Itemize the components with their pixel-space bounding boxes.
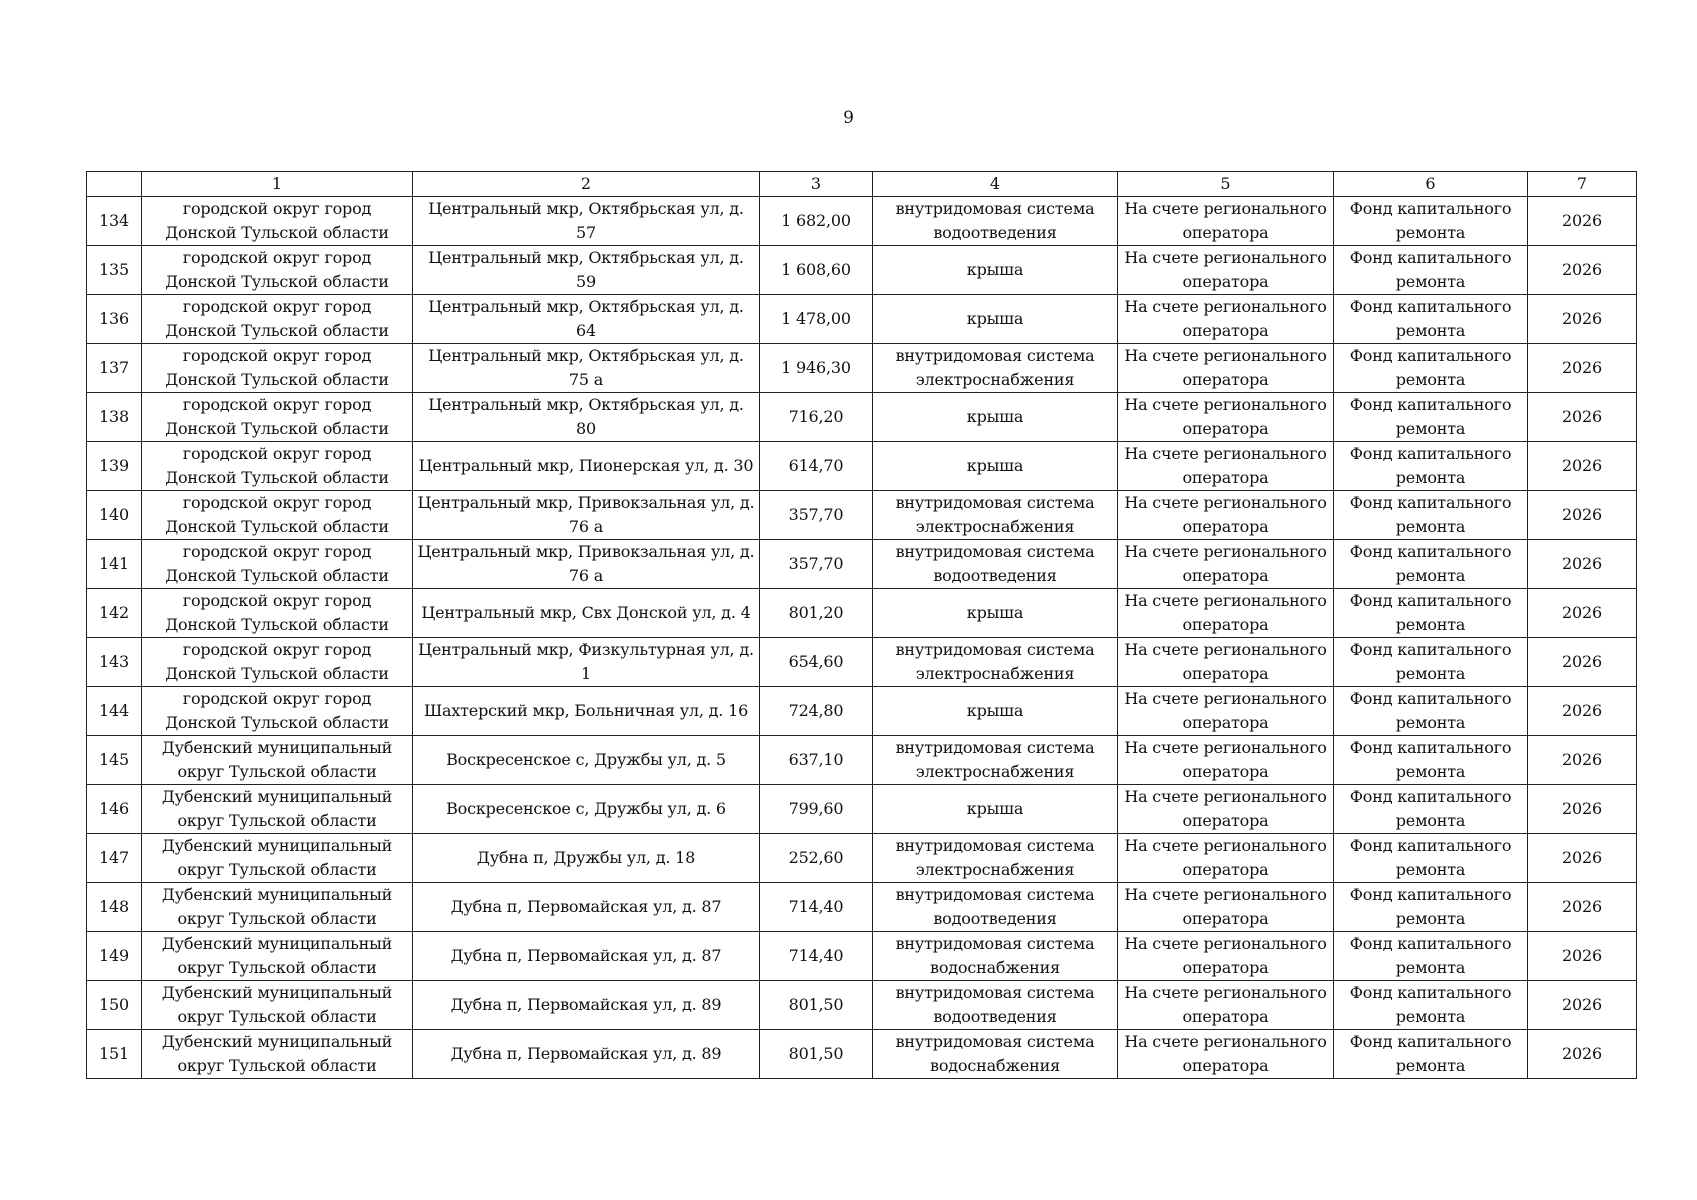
repair-element-cell: внутридомовая система водоснабжения	[873, 932, 1118, 981]
area-cell: 714,40	[760, 883, 873, 932]
row-number: 142	[87, 589, 142, 638]
repair-element-cell: крыша	[873, 589, 1118, 638]
municipality-cell: Дубенский муниципальный округ Тульской области	[142, 736, 413, 785]
fund-location-cell: На счете регионального оператора	[1118, 932, 1334, 981]
municipality-cell: городской округ город Донской Тульской области	[142, 295, 413, 344]
year-cell: 2026	[1528, 589, 1637, 638]
municipality-cell: городской округ город Донской Тульской области	[142, 687, 413, 736]
year-cell: 2026	[1528, 344, 1637, 393]
year-cell: 2026	[1528, 442, 1637, 491]
funding-source-cell: Фонд капитального ремонта	[1334, 589, 1528, 638]
fund-location-cell: На счете регионального оператора	[1118, 638, 1334, 687]
row-number: 150	[87, 981, 142, 1030]
table-row	[87, 785, 1637, 834]
repair-element-cell: внутридомовая система водоотведения	[873, 540, 1118, 589]
funding-source-cell: Фонд капитального ремонта	[1334, 491, 1528, 540]
column-header-index	[87, 172, 142, 197]
address-cell: Воскресенское с, Дружбы ул, д. 6	[413, 785, 760, 834]
repair-element-cell: крыша	[873, 295, 1118, 344]
fund-location-cell: На счете регионального оператора	[1118, 393, 1334, 442]
row-number: 141	[87, 540, 142, 589]
repair-element-cell: крыша	[873, 687, 1118, 736]
municipality-cell: городской округ город Донской Тульской области	[142, 197, 413, 246]
municipality-cell: городской округ город Донской Тульской области	[142, 393, 413, 442]
repair-element-cell: внутридомовая система электроснабжения	[873, 638, 1118, 687]
repair-element-cell: крыша	[873, 442, 1118, 491]
row-number: 134	[87, 197, 142, 246]
area-cell: 801,50	[760, 1030, 873, 1079]
funding-source-cell: Фонд капитального ремонта	[1334, 785, 1528, 834]
area-cell: 614,70	[760, 442, 873, 491]
fund-location-cell: На счете регионального оператора	[1118, 295, 1334, 344]
row-number: 139	[87, 442, 142, 491]
table-row	[87, 981, 1637, 1030]
funding-source-cell: Фонд капитального ремонта	[1334, 687, 1528, 736]
address-cell: Дубна п, Первомайская ул, д. 87	[413, 932, 760, 981]
address-cell: Центральный мкр, Октябрьская ул, д. 64	[413, 295, 760, 344]
fund-location-cell: На счете регионального оператора	[1118, 246, 1334, 295]
repair-element-cell: внутридомовая система электроснабжения	[873, 344, 1118, 393]
table-row	[87, 295, 1637, 344]
address-cell: Центральный мкр, Привокзальная ул, д. 76 а	[413, 491, 760, 540]
row-number: 151	[87, 1030, 142, 1079]
table-row	[87, 589, 1637, 638]
row-number: 144	[87, 687, 142, 736]
address-cell: Дубна п, Дружбы ул, д. 18	[413, 834, 760, 883]
column-number-row	[87, 172, 1637, 197]
year-cell: 2026	[1528, 540, 1637, 589]
year-cell: 2026	[1528, 981, 1637, 1030]
year-cell: 2026	[1528, 1030, 1637, 1079]
area-cell: 801,20	[760, 589, 873, 638]
year-cell: 2026	[1528, 736, 1637, 785]
table-row	[87, 883, 1637, 932]
year-cell: 2026	[1528, 638, 1637, 687]
municipality-cell: Дубенский муниципальный округ Тульской области	[142, 883, 413, 932]
address-cell: Центральный мкр, Пионерская ул, д. 30	[413, 442, 760, 491]
year-cell: 2026	[1528, 932, 1637, 981]
fund-location-cell: На счете регионального оператора	[1118, 197, 1334, 246]
area-cell: 357,70	[760, 491, 873, 540]
column-header-2: 2	[413, 172, 760, 197]
funding-source-cell: Фонд капитального ремонта	[1334, 834, 1528, 883]
fund-location-cell: На счете регионального оператора	[1118, 589, 1334, 638]
year-cell: 2026	[1528, 687, 1637, 736]
area-cell: 716,20	[760, 393, 873, 442]
year-cell: 2026	[1528, 197, 1637, 246]
fund-location-cell: На счете регионального оператора	[1118, 344, 1334, 393]
row-number: 148	[87, 883, 142, 932]
table-row	[87, 491, 1637, 540]
area-cell: 801,50	[760, 981, 873, 1030]
funding-source-cell: Фонд капитального ремонта	[1334, 981, 1528, 1030]
column-header-7: 7	[1528, 172, 1637, 197]
address-cell: Центральный мкр, Октябрьская ул, д. 80	[413, 393, 760, 442]
area-cell: 252,60	[760, 834, 873, 883]
area-cell: 357,70	[760, 540, 873, 589]
repair-element-cell: крыша	[873, 393, 1118, 442]
fund-location-cell: На счете регионального оператора	[1118, 785, 1334, 834]
funding-source-cell: Фонд капитального ремонта	[1334, 197, 1528, 246]
funding-source-cell: Фонд капитального ремонта	[1334, 1030, 1528, 1079]
table-row	[87, 834, 1637, 883]
row-number: 136	[87, 295, 142, 344]
year-cell: 2026	[1528, 295, 1637, 344]
address-cell: Центральный мкр, Октябрьская ул, д. 59	[413, 246, 760, 295]
municipality-cell: городской округ город Донской Тульской области	[142, 344, 413, 393]
funding-source-cell: Фонд капитального ремонта	[1334, 932, 1528, 981]
column-header-5: 5	[1118, 172, 1334, 197]
area-cell: 714,40	[760, 932, 873, 981]
table-row	[87, 932, 1637, 981]
row-number: 147	[87, 834, 142, 883]
fund-location-cell: На счете регионального оператора	[1118, 442, 1334, 491]
repair-element-cell: внутридомовая система электроснабжения	[873, 736, 1118, 785]
area-cell: 1 946,30	[760, 344, 873, 393]
municipality-cell: Дубенский муниципальный округ Тульской области	[142, 785, 413, 834]
funding-source-cell: Фонд капитального ремонта	[1334, 393, 1528, 442]
fund-location-cell: На счете регионального оператора	[1118, 834, 1334, 883]
fund-location-cell: На счете регионального оператора	[1118, 1030, 1334, 1079]
page-number: 9	[843, 108, 854, 128]
row-number: 146	[87, 785, 142, 834]
address-cell: Дубна п, Первомайская ул, д. 87	[413, 883, 760, 932]
funding-source-cell: Фонд капитального ремонта	[1334, 246, 1528, 295]
table-row	[87, 736, 1637, 785]
repair-element-cell: внутридомовая система водоотведения	[873, 883, 1118, 932]
funding-source-cell: Фонд капитального ремонта	[1334, 344, 1528, 393]
row-number: 138	[87, 393, 142, 442]
row-number: 137	[87, 344, 142, 393]
area-cell: 1 608,60	[760, 246, 873, 295]
municipality-cell: городской округ город Донской Тульской области	[142, 540, 413, 589]
year-cell: 2026	[1528, 785, 1637, 834]
funding-source-cell: Фонд капитального ремонта	[1334, 442, 1528, 491]
funding-source-cell: Фонд капитального ремонта	[1334, 736, 1528, 785]
municipality-cell: Дубенский муниципальный округ Тульской области	[142, 1030, 413, 1079]
table-row	[87, 344, 1637, 393]
column-header-1: 1	[142, 172, 413, 197]
year-cell: 2026	[1528, 393, 1637, 442]
address-cell: Центральный мкр, Октябрьская ул, д. 57	[413, 197, 760, 246]
repair-element-cell: внутридомовая система водоотведения	[873, 981, 1118, 1030]
fund-location-cell: На счете регионального оператора	[1118, 981, 1334, 1030]
address-cell: Центральный мкр, Свх Донской ул, д. 4	[413, 589, 760, 638]
year-cell: 2026	[1528, 883, 1637, 932]
area-cell: 799,60	[760, 785, 873, 834]
fund-location-cell: На счете регионального оператора	[1118, 736, 1334, 785]
fund-location-cell: На счете регионального оператора	[1118, 883, 1334, 932]
area-cell: 724,80	[760, 687, 873, 736]
year-cell: 2026	[1528, 491, 1637, 540]
repair-element-cell: внутридомовая система электроснабжения	[873, 491, 1118, 540]
address-cell: Дубна п, Первомайская ул, д. 89	[413, 981, 760, 1030]
row-number: 140	[87, 491, 142, 540]
municipality-cell: городской округ город Донской Тульской области	[142, 246, 413, 295]
funding-source-cell: Фонд капитального ремонта	[1334, 540, 1528, 589]
funding-source-cell: Фонд капитального ремонта	[1334, 295, 1528, 344]
table-row	[87, 197, 1637, 246]
municipality-cell: городской округ город Донской Тульской области	[142, 589, 413, 638]
table-row	[87, 246, 1637, 295]
table-row	[87, 1030, 1637, 1079]
repair-element-cell: крыша	[873, 246, 1118, 295]
address-cell: Центральный мкр, Физкультурная ул, д. 1	[413, 638, 760, 687]
area-cell: 1 682,00	[760, 197, 873, 246]
repair-registry-table	[86, 171, 1637, 1079]
table-row	[87, 442, 1637, 491]
municipality-cell: Дубенский муниципальный округ Тульской области	[142, 834, 413, 883]
repair-element-cell: внутридомовая система электроснабжения	[873, 834, 1118, 883]
table-row	[87, 540, 1637, 589]
table-row	[87, 393, 1637, 442]
fund-location-cell: На счете регионального оператора	[1118, 540, 1334, 589]
column-header-3: 3	[760, 172, 873, 197]
table-body	[87, 197, 1637, 1079]
repair-element-cell: крыша	[873, 785, 1118, 834]
column-header-6: 6	[1334, 172, 1528, 197]
municipality-cell: городской округ город Донской Тульской области	[142, 491, 413, 540]
row-number: 143	[87, 638, 142, 687]
table-row	[87, 687, 1637, 736]
column-header-4: 4	[873, 172, 1118, 197]
funding-source-cell: Фонд капитального ремонта	[1334, 638, 1528, 687]
municipality-cell: городской округ город Донской Тульской области	[142, 442, 413, 491]
repair-element-cell: внутридомовая система водоотведения	[873, 197, 1118, 246]
row-number: 145	[87, 736, 142, 785]
fund-location-cell: На счете регионального оператора	[1118, 491, 1334, 540]
address-cell: Шахтерский мкр, Больничная ул, д. 16	[413, 687, 760, 736]
area-cell: 1 478,00	[760, 295, 873, 344]
address-cell: Дубна п, Первомайская ул, д. 89	[413, 1030, 760, 1079]
area-cell: 654,60	[760, 638, 873, 687]
address-cell: Центральный мкр, Октябрьская ул, д. 75 а	[413, 344, 760, 393]
municipality-cell: городской округ город Донской Тульской области	[142, 638, 413, 687]
repair-element-cell: внутридомовая система водоснабжения	[873, 1030, 1118, 1079]
funding-source-cell: Фонд капитального ремонта	[1334, 883, 1528, 932]
year-cell: 2026	[1528, 246, 1637, 295]
year-cell: 2026	[1528, 834, 1637, 883]
fund-location-cell: На счете регионального оператора	[1118, 687, 1334, 736]
row-number: 135	[87, 246, 142, 295]
row-number: 149	[87, 932, 142, 981]
address-cell: Центральный мкр, Привокзальная ул, д. 76 а	[413, 540, 760, 589]
address-cell: Воскресенское с, Дружбы ул, д. 5	[413, 736, 760, 785]
municipality-cell: Дубенский муниципальный округ Тульской области	[142, 981, 413, 1030]
table-row	[87, 638, 1637, 687]
area-cell: 637,10	[760, 736, 873, 785]
municipality-cell: Дубенский муниципальный округ Тульской области	[142, 932, 413, 981]
